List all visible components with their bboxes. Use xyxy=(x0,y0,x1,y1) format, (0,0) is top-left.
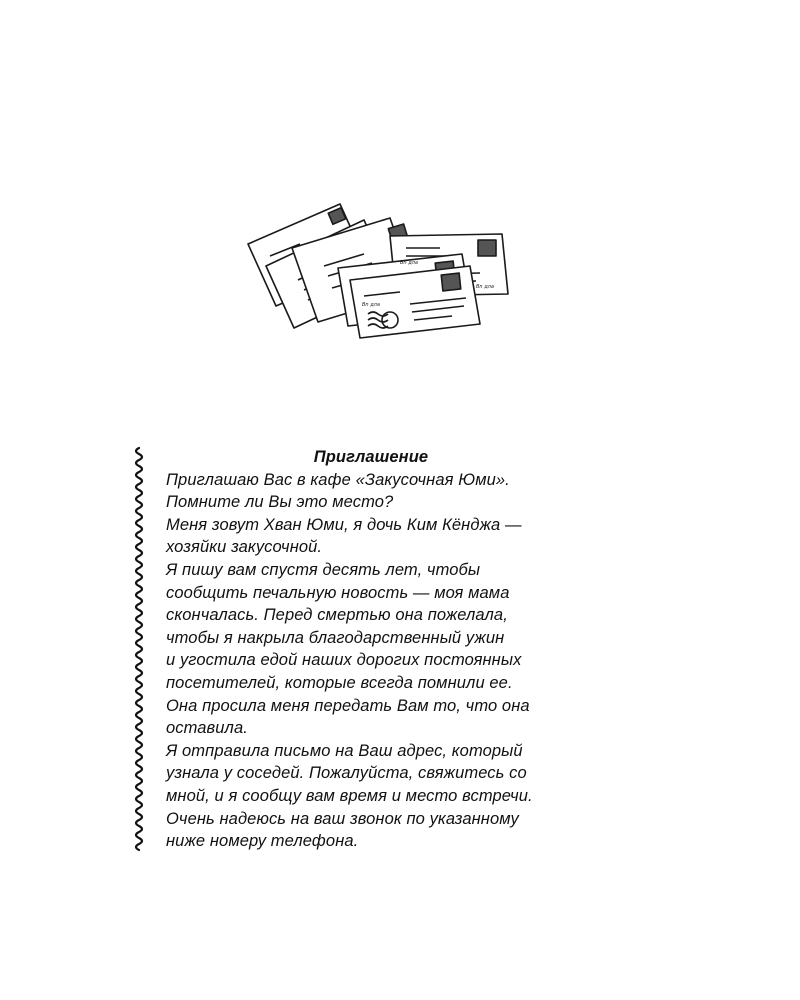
letter-line: посетителей, которые всегда помнили ее. xyxy=(166,673,513,692)
letter-line: и угостила едой наших дорогих постоянных xyxy=(166,651,522,670)
letter-line: сообщить печальную новость — моя мама xyxy=(166,583,510,602)
letter-line: Я отправила письмо на Ваш адрес, который xyxy=(166,741,523,760)
envelopes-illustration xyxy=(240,196,520,346)
envelope-label: Bn дла xyxy=(400,260,418,266)
letter-line: скончалась. Перед смертью она пожелала, xyxy=(166,606,508,625)
letter-line: Приглашаю Вас в кафе «Закусочная Юми». xyxy=(166,470,510,489)
letter-line: мной, и я сообщу вам время и место встречи. xyxy=(166,786,533,805)
letter-line: узнала у соседей. Пожалуйста, свяжитесь со xyxy=(166,764,527,783)
letter-text xyxy=(166,446,606,853)
letter-line: оставила. xyxy=(166,719,248,738)
envelope-label: Bn дла xyxy=(362,302,380,308)
letter-title: Приглашение xyxy=(313,448,429,466)
letter-line: хозяйки закусочной. xyxy=(166,538,323,557)
invitation-letter xyxy=(132,446,612,852)
letter-line: Меня зовут Хван Юми, я дочь Ким Кёнджа — xyxy=(166,515,522,534)
letter-line: чтобы я накрыла благодарственный ужин xyxy=(166,628,505,647)
letter-line: Она просила меня передать Вам то, что она xyxy=(166,696,530,715)
letter-line: Я пишу вам спустя десять лет, чтобы xyxy=(166,560,481,579)
letter-line: Очень надеюсь на ваш звонок по указанному xyxy=(166,809,519,828)
envelope-label: Bn дла xyxy=(476,284,494,290)
letter-line: ниже номеру телефона. xyxy=(166,832,359,851)
wavy-border xyxy=(132,446,146,852)
letter-line: Помните ли Вы это место? xyxy=(166,493,394,512)
